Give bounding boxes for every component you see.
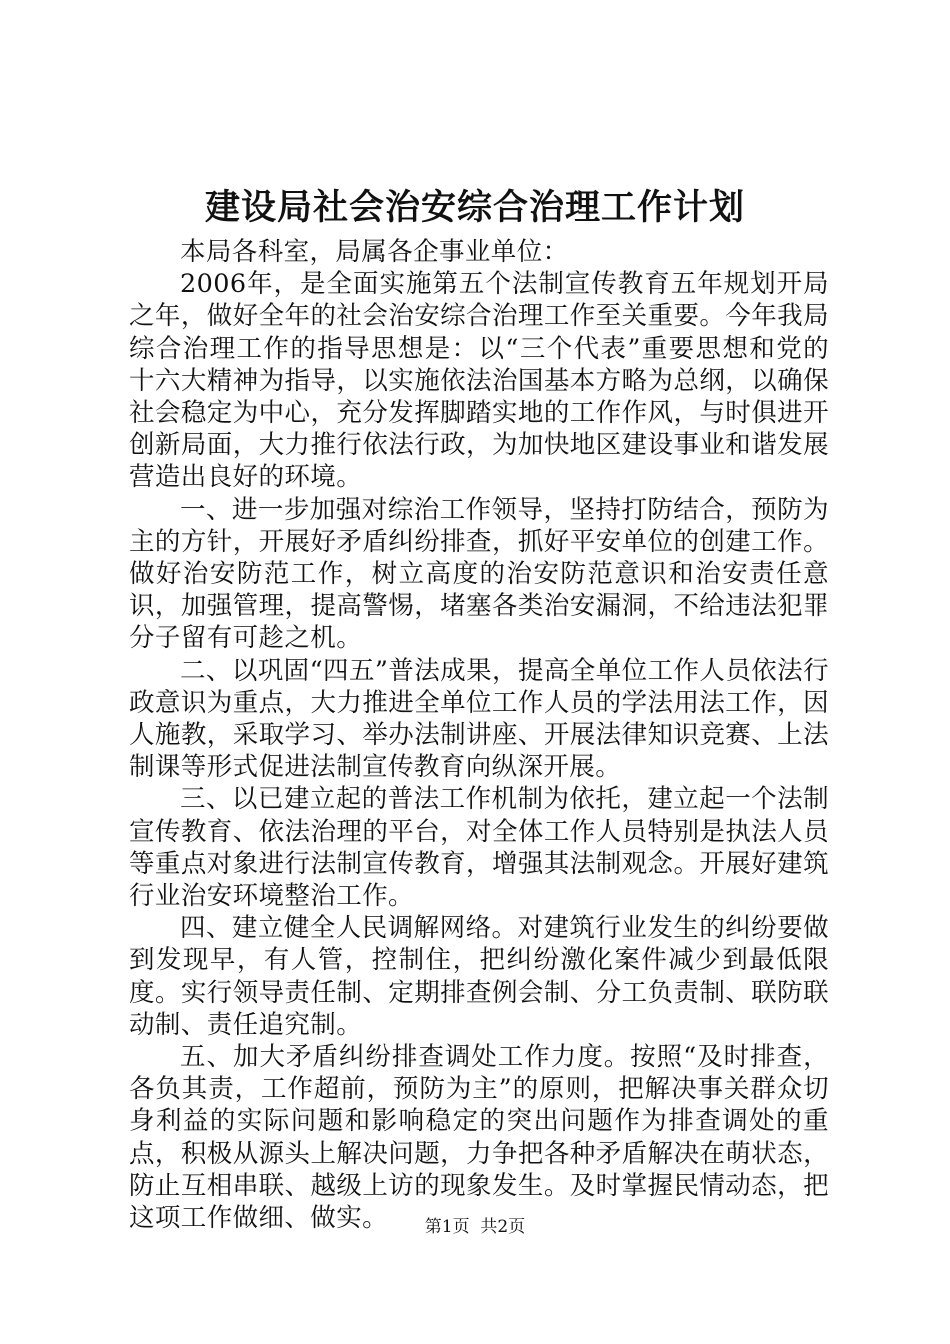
document-body	[129, 236, 829, 1234]
item-five-paragraph: 五、加大矛盾纠纷排查调处工作力度。按照“及时排查，各负其责，工作超前，预防为主”的原则，把解决事关群众切身利益的实际问题和影响稳定的突出问题作为排查调处的重点，积极从源头上解决问题，力争把各种矛盾解决在萌状态，防止互相串联、越级上访的现象发生。及时掌握民情动态，把这项工作做细、做实。	[129, 1042, 829, 1234]
item-three-paragraph: 三、以已建立起的普法工作机制为依托，建立起一个法制宣传教育、依法治理的平台，对全体工作人员特别是执法人员等重点对象进行法制宣传教育，增强其法制观念。开展好建筑行业治安环境整治工作。	[129, 784, 829, 912]
page-number: 第1页	[424, 1217, 470, 1237]
page-footer	[0, 1216, 950, 1238]
item-four-paragraph: 四、建立健全人民调解网络。对建筑行业发生的纠纷要做到发现早，有人管，控制住，把纠纷激化案件减少到最低限度。实行领导责任制、定期排查例会制、分工负责制、联防联动制、责任追究制。	[129, 913, 829, 1040]
item-two-paragraph: 二、以巩固“四五”普法成果，提高全单位工作人员依法行政意识为重点，大力推进全单位工作人员的学法用法工作，因人施教，采取学习、举办法制讲座、开展法律知识竞赛、上法制课等形式促进法制宣传教育向纵深开展。	[129, 655, 829, 783]
document-title: 建设局社会治安综合治理工作计划	[204, 187, 745, 228]
salutation-paragraph: 本局各科室，局属各企事业单位：	[180, 237, 569, 267]
page-total: 共2页	[480, 1217, 526, 1237]
item-one-paragraph: 一、进一步加强对综治工作领导，坚持打防结合，预防为主的方针，开展好矛盾纠纷排查，抓好平安单位的创建工作。做好治安防范工作，树立高度的治安防范意识和治安责任意识，加强管理，提高警惕，堵塞各类治安漏洞，不给违法犯罪分子留有可趁之机。	[129, 494, 829, 654]
intro-paragraph: 2006年，是全面实施第五个法制宣传教育五年规划开局之年，做好全年的社会治安综合治理工作至关重要。今年我局综合治理工作的指导思想是：以“三个代表”重要思想和党的十六大精神为指导，以实施依法治国基本方略为总纲，以确保社会稳定为中心，充分发挥脚踏实地的工作作风，与时俱进开创新局面，大力推行依法行政，为加快地区建设事业和谐发展营造出良好的环境。	[129, 269, 829, 493]
